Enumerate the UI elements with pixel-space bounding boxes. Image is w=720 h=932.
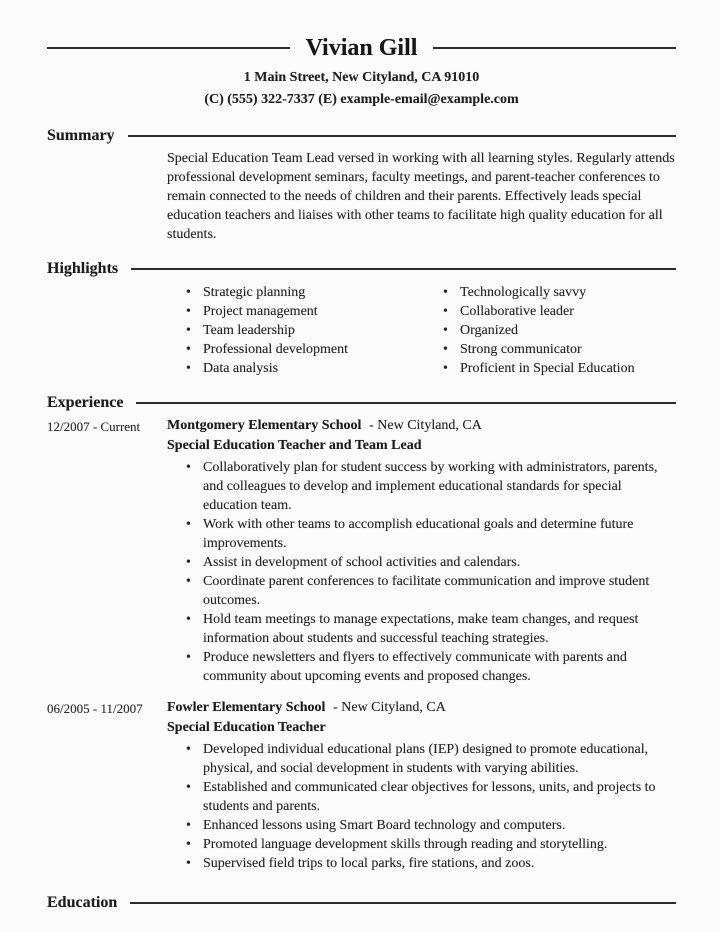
experience-bullet: • Promoted language development skills through reading and storytelling. [167,835,676,854]
entry-body [167,416,676,691]
entry-employer: Fowler Elementary School [167,700,326,715]
experience-section-header [47,393,676,413]
experience-bullet: • Work with other teams to accomplish educational goals and determine future improvements. [167,515,676,553]
highlight-item: • Proficient in Special Education [424,359,676,378]
experience-entries [47,416,676,878]
highlight-item: • Professional development [167,340,424,359]
address-line: 1 Main Street, New Cityland, CA 91010 [243,70,480,85]
summary-heading: Summary [47,127,115,144]
entry-location: - New Cityland, CA [333,700,446,715]
section-highlights [47,259,676,378]
highlights-columns [167,283,676,378]
experience-rule [136,402,676,404]
highlight-item: • Project management [167,302,424,321]
entry-employer: Montgomery Elementary School [167,418,362,433]
name-rule-left [47,47,290,49]
experience-entry [47,698,676,878]
experience-bullet: • Assist in development of school activities and calendars. [167,553,676,572]
entry-title: Special Education Teacher [167,720,326,735]
experience-entry [47,416,676,691]
experience-heading: Experience [47,394,124,411]
entry-location: - New Cityland, CA [369,418,482,433]
entry-dates: 12/2007 - Current [47,419,141,434]
education-rule [130,902,676,904]
experience-bullet: • Established and communicated clear objectives for lessons, units, and projects to students and parents. [167,778,676,816]
name-heading: Vivian Gill [305,35,418,61]
name-header [47,34,676,62]
highlight-item: • Strategic planning [167,283,424,302]
experience-bullet: • Developed individual educational plans (IEP) designed to promote educational, physical, and social development in students with varying abilities. [167,740,676,778]
contact-block [47,67,676,111]
experience-bullet: • Coordinate parent conferences to facilitate communication and improve student outcomes. [167,572,676,610]
entry-title: Special Education Teacher and Team Lead [167,438,422,453]
contact-line: (C) (555) 322-7337 (E) example-email@example.com [204,92,519,107]
summary-section-header [47,126,676,146]
summary-paragraph: Special Education Team Lead versed in working with all learning styles. Regularly attends professional development seminars, faculty meetings, and parent-teacher conferences to remain connected to the needs of children and their parents. Effectively leads special education teachers and liaises with other teams to facilitate high quality education for all students. [167,151,675,242]
highlights-heading: Highlights [47,260,119,277]
entry-body [167,698,676,878]
summary-rule [128,135,676,137]
section-experience [47,393,676,878]
entry-employer-line [167,416,676,436]
section-education [47,893,676,913]
experience-bullet: • Supervised field trips to local parks, fire stations, and zoos. [167,854,676,873]
highlight-item: • Technologically savvy [424,283,676,302]
highlights-section-header [47,259,676,279]
name-rule-right [433,47,676,49]
highlights-rule [131,268,676,270]
experience-bullet: • Produce newsletters and flyers to effectively communicate with parents and community about upcoming events and proposed changes. [167,648,676,686]
highlight-item: • Strong communicator [424,340,676,359]
experience-bullet: • Collaboratively plan for student success by working with administrators, parents, and colleagues to develop and implement educational standards for special education team. [167,458,676,515]
highlights-column-left [167,283,424,378]
highlights-column-right [424,283,676,378]
highlight-item: • Team leadership [167,321,424,340]
entry-dates: 06/2005 - 11/2007 [47,701,143,716]
experience-bullet: • Hold team meetings to manage expectations, make team changes, and request information about students and successful teaching strategies. [167,610,676,648]
highlight-item: • Organized [424,321,676,340]
section-summary [47,126,676,244]
education-section-header [47,893,676,913]
highlight-item: • Collaborative leader [424,302,676,321]
entry-employer-line [167,698,676,718]
highlight-item: • Data analysis [167,359,424,378]
entry-bullets [167,740,676,873]
education-heading: Education [47,894,118,911]
entry-bullets [167,458,676,686]
experience-bullet: • Enhanced lessons using Smart Board technology and computers. [167,816,676,835]
